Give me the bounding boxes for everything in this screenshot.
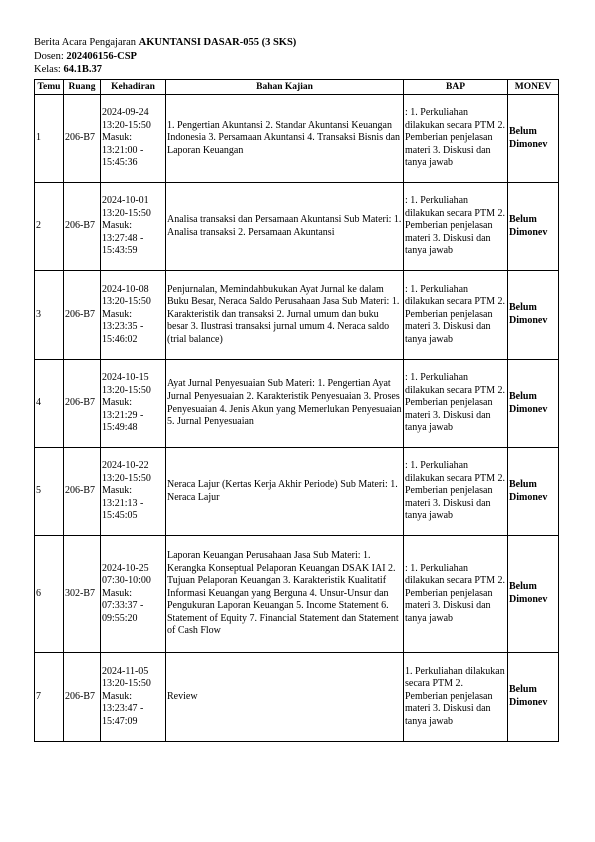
temu-cell: 7: [35, 653, 64, 742]
ruang-cell: 206-B7: [64, 95, 101, 183]
bahan-kajian-cell: Review: [166, 653, 404, 742]
bap-cell: : 1. Perkuliahan dilakukan secara PTM 2. Pemberian penjelasan materi 3. Diskusi dan tanya jawab: [404, 448, 508, 536]
bap-cell: : 1. Perkuliahan dilakukan secara PTM 2. Pemberian penjelasan materi 3. Diskusi dan tanya jawab: [404, 360, 508, 448]
ruang-cell: 206-B7: [64, 653, 101, 742]
table-row: [35, 536, 559, 653]
bahan-kajian-cell: Laporan Keuangan Perusahaan Jasa Sub Materi: 1. Kerangka Konseptual Pelaporan Keuangan DSAK IAI 2. Tujuan Pelaporan Keuangan 3. Karakteristik Kualitatif Informasi Keuangan yang Berguna 4. Unsur-Unsur dan Pengukuran Laporan Keuangan 5. Income Statement 6. Statement of Equity 7. Financial Statement dan Statement of Cash Flow: [166, 536, 404, 653]
temu-cell: 3: [35, 271, 64, 360]
kehadiran-cell: 2024-10-01 13:20-15:50 Masuk: 13:27:48 - 15:43:59: [101, 183, 166, 271]
ruang-cell: 206-B7: [64, 360, 101, 448]
temu-cell: 2: [35, 183, 64, 271]
bahan-kajian-cell: Analisa transaksi dan Persamaan Akuntansi Sub Materi: 1. Analisa transaksi 2. Persamaan Akuntansi: [166, 183, 404, 271]
monev-cell: Belum Dimonev: [508, 183, 559, 271]
monev-cell: Belum Dimonev: [508, 448, 559, 536]
bap-cell: : 1. Perkuliahan dilakukan secara PTM 2. Pemberian penjelasan materi 3. Diskusi dan tanya jawab: [404, 183, 508, 271]
ruang-cell: 206-B7: [64, 183, 101, 271]
table-row: [35, 183, 559, 271]
table-row: [35, 448, 559, 536]
title-prefix: Berita Acara Pengajaran: [34, 37, 137, 48]
column-header: Bahan Kajian: [166, 80, 404, 95]
kehadiran-cell: 2024-09-24 13:20-15:50 Masuk: 13:21:00 - 15:45:36: [101, 95, 166, 183]
dosen-value: 202406156-CSP: [66, 50, 137, 62]
table-row: [35, 360, 559, 448]
table-row: [35, 271, 559, 360]
kelas-line: [34, 63, 296, 77]
bahan-kajian-cell: Neraca Lajur (Kertas Kerja Akhir Periode) Sub Materi: 1. Neraca Lajur: [166, 448, 404, 536]
bap-cell: : 1. Perkuliahan dilakukan secara PTM 2. Pemberian penjelasan materi 3. Diskusi dan tanya jawab: [404, 536, 508, 653]
ruang-cell: 206-B7: [64, 271, 101, 360]
column-header: BAP: [404, 80, 508, 95]
temu-cell: 5: [35, 448, 64, 536]
bap-cell: : 1. Perkuliahan dilakukan secara PTM 2. Pemberian penjelasan materi 3. Diskusi dan tanya jawab: [404, 95, 508, 183]
kelas-value: 64.1B.37: [63, 64, 102, 75]
monev-cell: Belum Dimonev: [508, 360, 559, 448]
attendance-table: [34, 79, 559, 742]
ruang-cell: 302-B7: [64, 536, 101, 653]
table-header-row: [35, 80, 559, 95]
document-header: [34, 36, 296, 77]
column-header: Kehadiran: [101, 80, 166, 95]
kehadiran-cell: 2024-10-22 13:20-15:50 Masuk: 13:21:13 - 15:45:05: [101, 448, 166, 536]
monev-cell: Belum Dimonev: [508, 271, 559, 360]
column-header: Ruang: [64, 80, 101, 95]
course-name: AKUNTANSI DASAR-055 (3 SKS): [138, 37, 297, 48]
ruang-cell: 206-B7: [64, 448, 101, 536]
table-row: [35, 653, 559, 742]
bahan-kajian-cell: Ayat Jurnal Penyesuaian Sub Materi: 1. Pengertian Ayat Jurnal Penyesuaian 2. Karakteristik Penyesuaian 3. Proses Penyesuaian 4. Jenis Akun yang Memerlukan Penyesuaian 5. Jurnal Penyesuaian: [166, 360, 404, 448]
monev-cell: Belum Dimonev: [508, 95, 559, 183]
title-line: [34, 36, 296, 50]
kehadiran-cell: 2024-11-05 13:20-15:50 Masuk: 13:23:47 - 15:47:09: [101, 653, 166, 742]
column-header: Temu: [35, 80, 64, 95]
monev-cell: Belum Dimonev: [508, 536, 559, 653]
kehadiran-cell: 2024-10-08 13:20-15:50 Masuk: 13:23:35 - 15:46:02: [101, 271, 166, 360]
dosen-line: [34, 50, 296, 64]
temu-cell: 6: [35, 536, 64, 653]
temu-cell: 1: [35, 95, 64, 183]
temu-cell: 4: [35, 360, 64, 448]
table-row: [35, 95, 559, 183]
kelas-label: Kelas:: [34, 64, 61, 75]
monev-cell: Belum Dimonev: [508, 653, 559, 742]
dosen-label: Dosen:: [34, 50, 64, 62]
bahan-kajian-cell: 1. Pengertian Akuntansi 2. Standar Akuntansi Keuangan Indonesia 3. Persamaan Akuntansi 4. Transaksi Bisnis dan Laporan Keuangan: [166, 95, 404, 183]
kehadiran-cell: 2024-10-25 07:30-10:00 Masuk: 07:33:37 - 09:55:20: [101, 536, 166, 653]
bap-cell: : 1. Perkuliahan dilakukan secara PTM 2. Pemberian penjelasan materi 3. Diskusi dan tanya jawab: [404, 271, 508, 360]
bahan-kajian-cell: Penjurnalan, Memindahbukukan Ayat Jurnal ke dalam Buku Besar, Neraca Saldo Perusahaan Jasa Sub Materi: 1. Karakteristik dan transaksi 2. Jurnal umum dan buku besar 3. Ilustrasi transaksi jurnal umum 4. Neraca saldo (trial balance): [166, 271, 404, 360]
kehadiran-cell: 2024-10-15 13:20-15:50 Masuk: 13:21:29 - 15:49:48: [101, 360, 166, 448]
bap-cell: 1. Perkuliahan dilakukan secara PTM 2. Pemberian penjelasan materi 3. Diskusi dan tanya jawab: [404, 653, 508, 742]
column-header: MONEV: [508, 80, 559, 95]
